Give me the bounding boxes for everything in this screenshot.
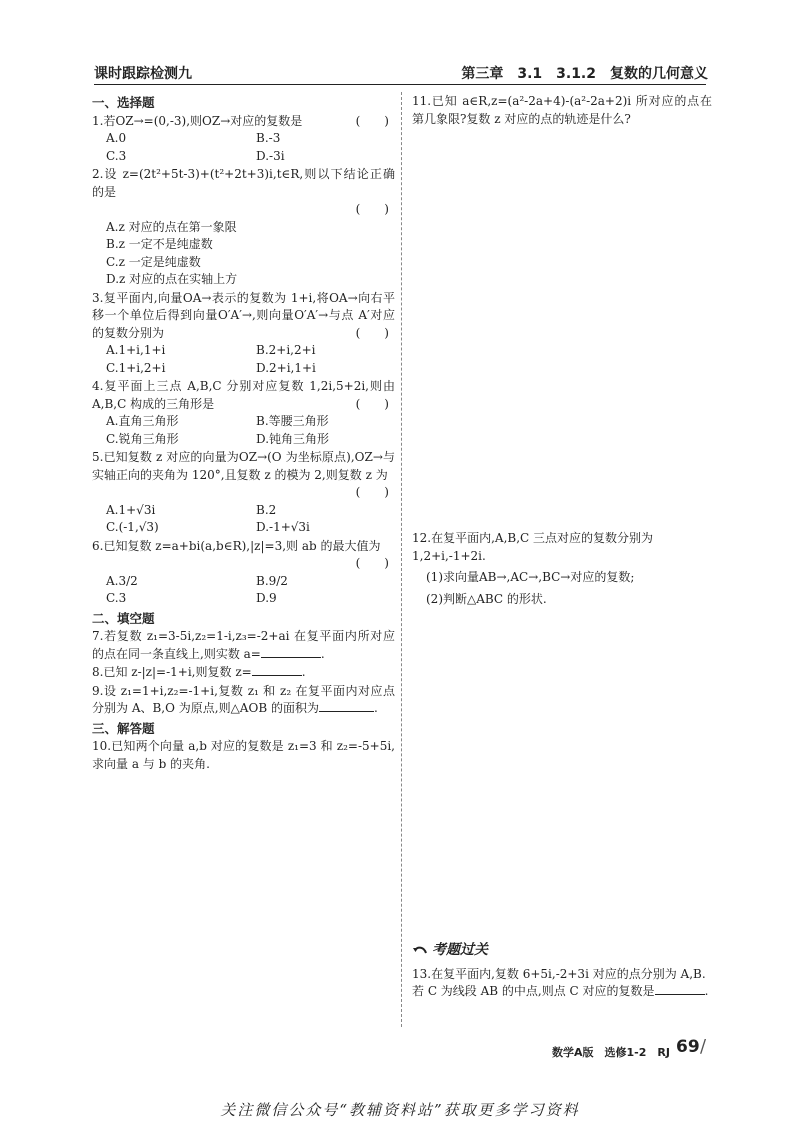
question-13-block — [412, 942, 710, 1001]
question-1 — [92, 113, 395, 166]
question-stem: 2.设 z=(2t²+5t-3)+(t²+2t+3)i,t∈R,则以下结论正确的是 — [92, 167, 395, 199]
option-b: B.等腰三角形 — [256, 414, 329, 428]
footer-slash: / — [700, 1036, 707, 1057]
kaoti-label: 考题过关 — [432, 942, 488, 958]
option-d: D.-1+√3i — [256, 520, 310, 534]
column-divider — [401, 92, 402, 1027]
question-13 — [412, 966, 710, 1001]
question-stem: 7.若复数 z₁=3-5i,z₂=1-i,z₃=-2+ai 在复平面内所对应的点在同一条直线上,则实数 a= — [92, 629, 395, 661]
question-stem: 10.已知两个向量 a,b 对应的复数是 z₁=3 和 z₂=-5+5i,求向量 a 与 b 的夹角. — [92, 739, 395, 771]
question-8 — [92, 664, 395, 682]
bottom-handwritten-note: 关注微信公众号“教辅资料站”获取更多学习资料 — [220, 1101, 580, 1119]
option-c: C.3 — [106, 591, 127, 605]
option-d: D.-3i — [256, 148, 285, 163]
question-stem: 13.在复平面内,复数 6+5i,-2+3i 对应的点分别为 A,B.若 C 为线段 AB 的中点,则点 C 对应的复数是 — [412, 966, 706, 998]
question-tail: . — [373, 701, 378, 715]
option-b: B.9/2 — [256, 573, 288, 588]
question-stem: 3.复平面内,向量OA→表示的复数为 1+i,将OA→向右平移一个单位后得到向量O′A′→,则向量O′A′→与点 A′对应的复数分别为 — [92, 290, 395, 340]
question-3 — [92, 290, 395, 378]
question-part-1: (1)求向量AB→,AC→,BC→对应的复数; — [426, 570, 635, 584]
curved-arrow-icon — [412, 944, 428, 956]
question-stem: 9.设 z₁=1+i,z₂=-1+i,复数 z₁ 和 z₂ 在复平面内对应点分别为 A、B,O 为原点,则△AOB 的面积为 — [92, 683, 395, 715]
question-5 — [92, 449, 395, 537]
question-stem: 11.已知 a∈R,z=(a²-2a+4)-(a²-2a+2)i 所对应的点在第几象限?复数 z 对应的点的轨迹是什么? — [412, 94, 712, 126]
kaoti-heading — [412, 942, 710, 960]
answer-blank[interactable] — [655, 994, 705, 995]
option-a: A.3/2 — [106, 573, 138, 588]
question-7 — [92, 628, 395, 663]
question-11 — [412, 93, 712, 128]
option-a: A.1+i,1+i — [106, 343, 166, 357]
question-stem: 8.已知 z-|z|=-1+i,则复数 z= — [92, 665, 252, 679]
option-b: B.2 — [256, 502, 277, 517]
option-b: B.2+i,2+i — [256, 343, 316, 357]
section-choice: 一、选择题 — [92, 95, 155, 110]
answer-paren: ( ) — [355, 113, 389, 128]
answer-blank[interactable] — [319, 711, 374, 712]
question-12 — [412, 530, 710, 608]
option-b: B.-3 — [256, 131, 281, 145]
question-6 — [92, 538, 395, 608]
option-c: C.3 — [106, 148, 127, 163]
question-stem: 5.已知复数 z 对应的向量为OZ→(O 为坐标原点),OZ→与实轴正向的夹角为 120°,且复数 z 的模为 2,则复数 z 为 — [92, 450, 395, 482]
section-fill: 二、填空题 — [92, 610, 155, 626]
question-10 — [92, 738, 395, 773]
answer-blank[interactable] — [261, 657, 321, 658]
answer-paren: ( ) — [355, 396, 389, 411]
header-chapter-title: 第三章 3.1 3.1.2 复数的几何意义 — [461, 66, 708, 82]
question-9 — [92, 683, 395, 718]
answer-paren: ( ) — [355, 485, 389, 499]
right-column — [412, 92, 712, 128]
header-rule — [94, 84, 706, 85]
question-tail: . — [320, 646, 325, 661]
question-stem: 12.在复平面内,A,B,C 三点对应的复数分别为 1,2+i,-1+2i. — [412, 531, 654, 563]
question-tail: . — [704, 984, 709, 998]
question-stem: 1.若OZ→=(0,-3),则OZ→对应的复数是 — [92, 113, 303, 128]
option-d: D.2+i,1+i — [256, 360, 316, 375]
header-left-title: 课时跟踪检测九 — [94, 66, 192, 82]
question-2 — [92, 166, 395, 289]
question-stem: 4.复平面上三点 A,B,C 分别对应复数 1,2i,5+2i,则由 A,B,C 构成的三角形是 — [92, 379, 395, 411]
option-d: D.z 对应的点在实轴上方 — [106, 272, 238, 286]
footer-edition: 数学A版 选修1-2 RJ — [552, 1046, 670, 1059]
option-c: C.z 一定是纯虚数 — [106, 254, 201, 269]
option-a: A.0 — [106, 131, 127, 145]
answer-paren: ( ) — [355, 556, 389, 570]
section-answer: 三、解答题 — [92, 720, 155, 736]
page-number: 69 — [676, 1037, 700, 1057]
question-part-2: (2)判断△ABC 的形状. — [426, 591, 547, 606]
option-d: D.9 — [256, 591, 277, 605]
answer-paren: ( ) — [355, 325, 389, 340]
answer-paren: ( ) — [355, 202, 389, 216]
question-tail: . — [301, 665, 306, 679]
option-a: A.直角三角形 — [106, 414, 179, 428]
option-a: A.1+√3i — [106, 502, 156, 517]
option-c: C.锐角三角形 — [106, 431, 179, 446]
option-b: B.z 一定不是纯虚数 — [106, 237, 213, 251]
question-stem: 6.已知复数 z=a+bi(a,b∈R),|z|=3,则 ab 的最大值为 — [92, 538, 381, 553]
answer-blank[interactable] — [252, 675, 302, 676]
option-a: A.z 对应的点在第一象限 — [106, 219, 237, 234]
left-column — [92, 92, 395, 773]
question-4 — [92, 378, 395, 448]
option-d: D.钝角三角形 — [256, 431, 330, 446]
option-c: C.1+i,2+i — [106, 360, 166, 375]
option-c: C.(-1,√3) — [106, 520, 159, 534]
